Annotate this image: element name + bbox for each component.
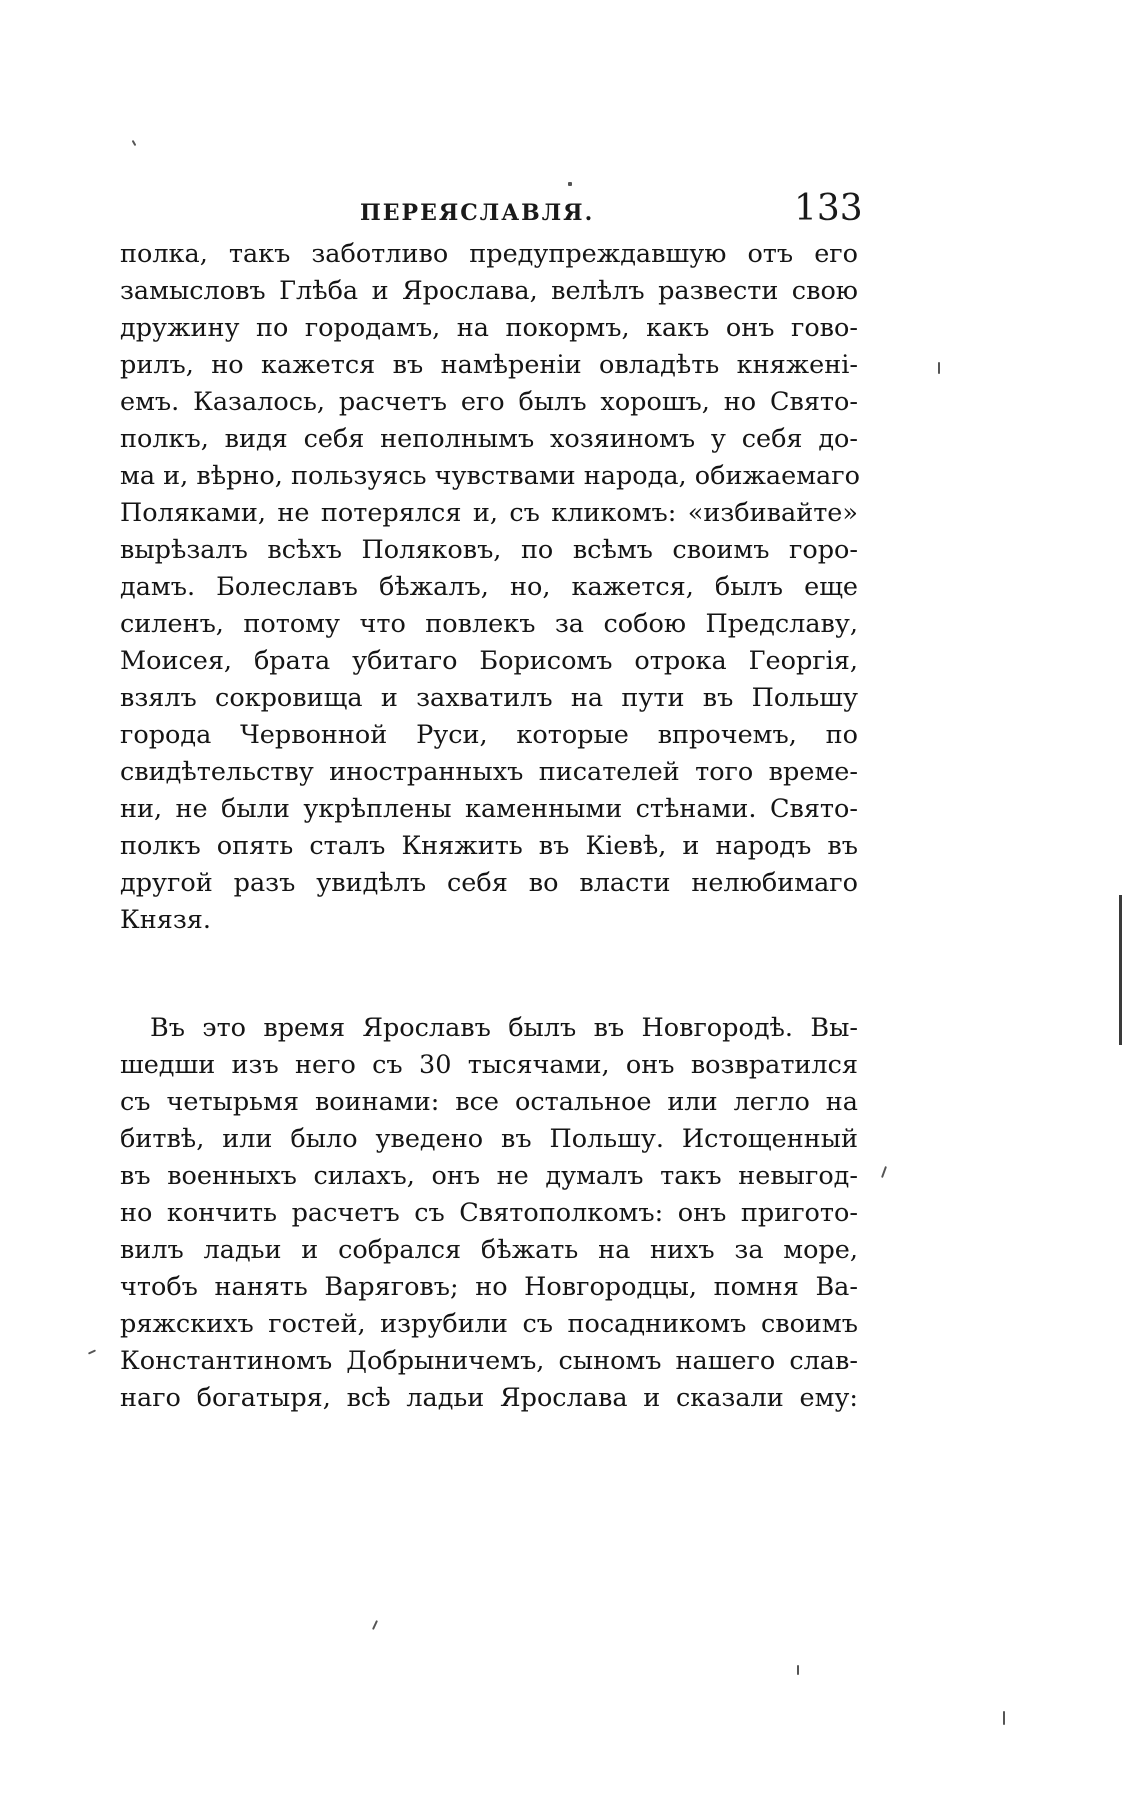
scan-speck xyxy=(372,1620,378,1630)
text-line: взялъ сокровища и захватилъ на пути въ Польшу xyxy=(120,683,858,713)
scan-speck xyxy=(1003,1711,1005,1725)
text-line: емъ. Казалось, расчетъ его былъ хорошъ, но Свято- xyxy=(120,387,858,417)
text-line: вырѣзалъ всѣхъ Поляковъ, по всѣмъ своимъ горо- xyxy=(120,535,858,565)
text-line: ни, не были укрѣплены каменными стѣнами. Свято- xyxy=(120,794,858,824)
text-line: битвѣ, или было уведено въ Польшу. Истощенный xyxy=(120,1124,858,1154)
text-line: полка, такъ заботливо предупреждавшую отъ его xyxy=(120,239,858,269)
scan-speck xyxy=(568,182,572,186)
text-line: ма и, вѣрно, пользуясь чувствами народа, обижаемаго xyxy=(120,461,860,491)
text-line: съ четырьмя воинами: все остальное или легло на xyxy=(120,1087,858,1117)
text-line: свидѣтельству иностранныхъ писателей того време- xyxy=(120,757,858,787)
text-line: города Червонной Руси, которые впрочемъ, по xyxy=(120,720,858,750)
text-line: Константиномъ Добрыничемъ, сыномъ нашего слав- xyxy=(120,1346,858,1376)
text-line: но кончить расчетъ съ Святополкомъ: онъ пригото- xyxy=(120,1198,858,1228)
scan-speck xyxy=(797,1665,799,1675)
text-line: полкъ опять сталъ Княжить въ Кіевѣ, и народъ въ xyxy=(120,831,858,861)
text-line: рилъ, но кажется въ намѣреніи овладѣть княженi- xyxy=(120,350,858,380)
page-edge-line xyxy=(1119,895,1122,1045)
text-line: другой разъ увидѣлъ себя во власти нелюбимаго xyxy=(120,868,858,898)
text-line: въ военныхъ силахъ, онъ не думалъ такъ невыгод- xyxy=(120,1161,858,1191)
page-number: 133 xyxy=(794,188,863,229)
scan-speck xyxy=(881,1166,887,1178)
text-line: дружину по городамъ, на покормъ, какъ онъ гово- xyxy=(120,313,858,343)
text-line: Князя. xyxy=(120,905,211,935)
text-line: Моисея, брата убитаго Борисомъ отрока Георгія, xyxy=(120,646,858,676)
text-line: Поляками, не потерялся и, съ кликомъ: «избивайте» xyxy=(120,498,858,528)
text-line: силенъ, потому что повлекъ за собою Предславу, xyxy=(120,609,858,639)
text-line: вилъ ладьи и собрался бѣжать на нихъ за море, xyxy=(120,1235,858,1265)
text-line: чтобъ нанять Варяговъ; но Новгородцы, помня Ва- xyxy=(120,1272,858,1302)
text-line: замысловъ Глѣба и Ярослава, велѣлъ развести свою xyxy=(120,276,858,306)
text-line: Въ это время Ярославъ былъ въ Новгородѣ. Вы- xyxy=(150,1013,858,1043)
text-line: наго богатыря, всѣ ладьи Ярослава и сказали ему: xyxy=(120,1383,858,1413)
scan-speck xyxy=(938,362,940,374)
text-line: шедши изъ него съ 30 тысячами, онъ возвратился xyxy=(120,1050,858,1080)
scan-speck xyxy=(88,1349,96,1354)
text-line: ряжскихъ гостей, изрубили съ посадникомъ своимъ xyxy=(120,1309,858,1339)
running-title: ПЕРЕЯСЛАВЛЯ. xyxy=(360,200,595,226)
scan-speck xyxy=(132,140,137,146)
text-line: полкъ, видя себя неполнымъ хозяиномъ у себя до- xyxy=(120,424,858,454)
text-line: дамъ. Болеславъ бѣжалъ, но, кажется, былъ еще xyxy=(120,572,858,602)
